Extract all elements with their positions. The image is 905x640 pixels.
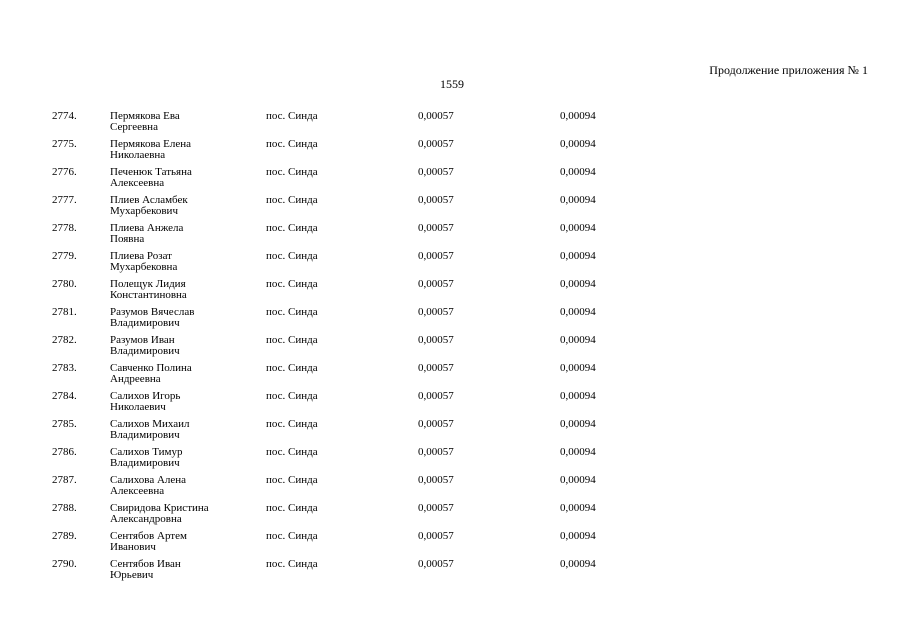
value-column-1: 0,00057 <box>418 306 454 318</box>
table-row <box>0 419 905 447</box>
settlement: пос. Синда <box>266 530 318 542</box>
person-name <box>110 223 183 245</box>
table-row <box>0 559 905 587</box>
person-patronymic: Владимирович <box>110 429 180 441</box>
records-table <box>0 111 905 587</box>
value-column-1: 0,00057 <box>418 362 454 374</box>
settlement: пос. Синда <box>266 418 318 430</box>
value-column-1: 0,00057 <box>418 474 454 486</box>
row-number: 2786. <box>52 446 77 458</box>
row-number: 2788. <box>52 502 77 514</box>
row-number: 2777. <box>52 194 77 206</box>
table-row <box>0 195 905 223</box>
table-row <box>0 391 905 419</box>
table-row <box>0 279 905 307</box>
table-row <box>0 139 905 167</box>
person-surname-given: Салихов Тимур <box>110 446 183 458</box>
value-column-1: 0,00057 <box>418 110 454 122</box>
value-column-1: 0,00057 <box>418 138 454 150</box>
row-number: 2778. <box>52 222 77 234</box>
value-column-2: 0,00094 <box>560 110 596 122</box>
value-column-1: 0,00057 <box>418 250 454 262</box>
value-column-1: 0,00057 <box>418 530 454 542</box>
settlement: пос. Синда <box>266 390 318 402</box>
row-number: 2790. <box>52 558 77 570</box>
appendix-continuation-note: Продолжение приложения № 1 <box>709 63 868 77</box>
person-patronymic: Иванович <box>110 541 156 553</box>
person-surname-given: Плиева Розат <box>110 250 172 262</box>
person-patronymic: Константиновна <box>110 289 187 301</box>
value-column-2: 0,00094 <box>560 306 596 318</box>
person-surname-given: Плиев Асламбек <box>110 194 188 206</box>
person-patronymic: Владимирович <box>110 317 180 329</box>
value-column-2: 0,00094 <box>560 278 596 290</box>
person-patronymic: Николаевна <box>110 149 166 161</box>
person-patronymic: Александровна <box>110 513 182 525</box>
person-surname-given: Разумов Иван <box>110 334 175 346</box>
settlement: пос. Синда <box>266 194 318 206</box>
person-name <box>110 419 190 441</box>
value-column-1: 0,00057 <box>418 446 454 458</box>
value-column-1: 0,00057 <box>418 418 454 430</box>
value-column-2: 0,00094 <box>560 138 596 150</box>
value-column-2: 0,00094 <box>560 502 596 514</box>
person-surname-given: Сентябов Иван <box>110 558 181 570</box>
person-name <box>110 503 209 525</box>
person-surname-given: Салихова Алена <box>110 474 187 486</box>
row-number: 2781. <box>52 306 77 318</box>
person-name <box>110 111 180 133</box>
person-name <box>110 167 192 189</box>
settlement: пос. Синда <box>266 250 318 262</box>
settlement: пос. Синда <box>266 110 318 122</box>
person-patronymic: Николаевич <box>110 401 166 413</box>
value-column-2: 0,00094 <box>560 474 596 486</box>
person-surname-given: Салихов Михаил <box>110 418 190 430</box>
table-row <box>0 335 905 363</box>
person-surname-given: Савченко Полина <box>110 362 192 374</box>
value-column-2: 0,00094 <box>560 446 596 458</box>
person-name <box>110 335 180 357</box>
row-number: 2784. <box>52 390 77 402</box>
row-number: 2783. <box>52 362 77 374</box>
settlement: пос. Синда <box>266 558 318 570</box>
settlement: пос. Синда <box>266 474 318 486</box>
row-number: 2774. <box>52 110 77 122</box>
person-name <box>110 447 183 469</box>
value-column-1: 0,00057 <box>418 558 454 570</box>
person-surname-given: Плиева Анжела <box>110 222 184 234</box>
person-name <box>110 531 187 553</box>
person-surname-given: Свиридова Кристина <box>110 502 209 514</box>
person-patronymic: Появна <box>110 233 145 245</box>
person-patronymic: Мухарбекович <box>110 205 178 217</box>
value-column-2: 0,00094 <box>560 530 596 542</box>
person-surname-given: Разумов Вячеслав <box>110 306 195 318</box>
value-column-2: 0,00094 <box>560 390 596 402</box>
row-number: 2776. <box>52 166 77 178</box>
value-column-1: 0,00057 <box>418 194 454 206</box>
table-row <box>0 251 905 279</box>
person-patronymic: Сергеевна <box>110 121 158 133</box>
person-patronymic: Андреевна <box>110 373 161 385</box>
person-surname-given: Пермякова Елена <box>110 138 192 150</box>
page-number: 1559 <box>440 77 464 91</box>
person-surname-given: Пермякова Ева <box>110 110 180 122</box>
table-row <box>0 363 905 391</box>
value-column-2: 0,00094 <box>560 222 596 234</box>
value-column-2: 0,00094 <box>560 362 596 374</box>
person-patronymic: Владимирович <box>110 457 180 469</box>
value-column-1: 0,00057 <box>418 222 454 234</box>
person-patronymic: Алексеевна <box>110 177 165 189</box>
person-surname-given: Полещук Лидия <box>110 278 186 290</box>
settlement: пос. Синда <box>266 502 318 514</box>
person-name <box>110 391 180 413</box>
settlement: пос. Синда <box>266 222 318 234</box>
table-row <box>0 111 905 139</box>
value-column-2: 0,00094 <box>560 334 596 346</box>
settlement: пос. Синда <box>266 138 318 150</box>
row-number: 2779. <box>52 250 77 262</box>
person-name <box>110 307 194 329</box>
settlement: пос. Синда <box>266 334 318 346</box>
table-row <box>0 223 905 251</box>
person-patronymic: Мухарбековна <box>110 261 178 273</box>
row-number: 2787. <box>52 474 77 486</box>
person-surname-given: Салихов Игорь <box>110 390 181 402</box>
person-name <box>110 363 192 385</box>
table-row <box>0 503 905 531</box>
value-column-2: 0,00094 <box>560 250 596 262</box>
row-number: 2780. <box>52 278 77 290</box>
settlement: пос. Синда <box>266 278 318 290</box>
person-surname-given: Печенюк Татьяна <box>110 166 192 178</box>
value-column-2: 0,00094 <box>560 194 596 206</box>
settlement: пос. Синда <box>266 362 318 374</box>
value-column-1: 0,00057 <box>418 390 454 402</box>
settlement: пос. Синда <box>266 446 318 458</box>
table-row <box>0 475 905 503</box>
person-name <box>110 279 187 301</box>
person-surname-given: Сентябов Артем <box>110 530 187 542</box>
value-column-1: 0,00057 <box>418 502 454 514</box>
table-row <box>0 531 905 559</box>
value-column-2: 0,00094 <box>560 418 596 430</box>
table-row <box>0 307 905 335</box>
row-number: 2785. <box>52 418 77 430</box>
table-row <box>0 447 905 475</box>
table-row <box>0 167 905 195</box>
person-name <box>110 559 181 581</box>
value-column-1: 0,00057 <box>418 334 454 346</box>
person-name <box>110 195 188 217</box>
row-number: 2782. <box>52 334 77 346</box>
person-name <box>110 251 177 273</box>
value-column-2: 0,00094 <box>560 558 596 570</box>
person-patronymic: Алексеевна <box>110 485 165 497</box>
settlement: пос. Синда <box>266 166 318 178</box>
person-patronymic: Юрьевич <box>110 569 154 581</box>
person-name <box>110 475 186 497</box>
person-patronymic: Владимирович <box>110 345 180 357</box>
row-number: 2789. <box>52 530 77 542</box>
value-column-2: 0,00094 <box>560 166 596 178</box>
person-name <box>110 139 191 161</box>
value-column-1: 0,00057 <box>418 166 454 178</box>
value-column-1: 0,00057 <box>418 278 454 290</box>
row-number: 2775. <box>52 138 77 150</box>
settlement: пос. Синда <box>266 306 318 318</box>
